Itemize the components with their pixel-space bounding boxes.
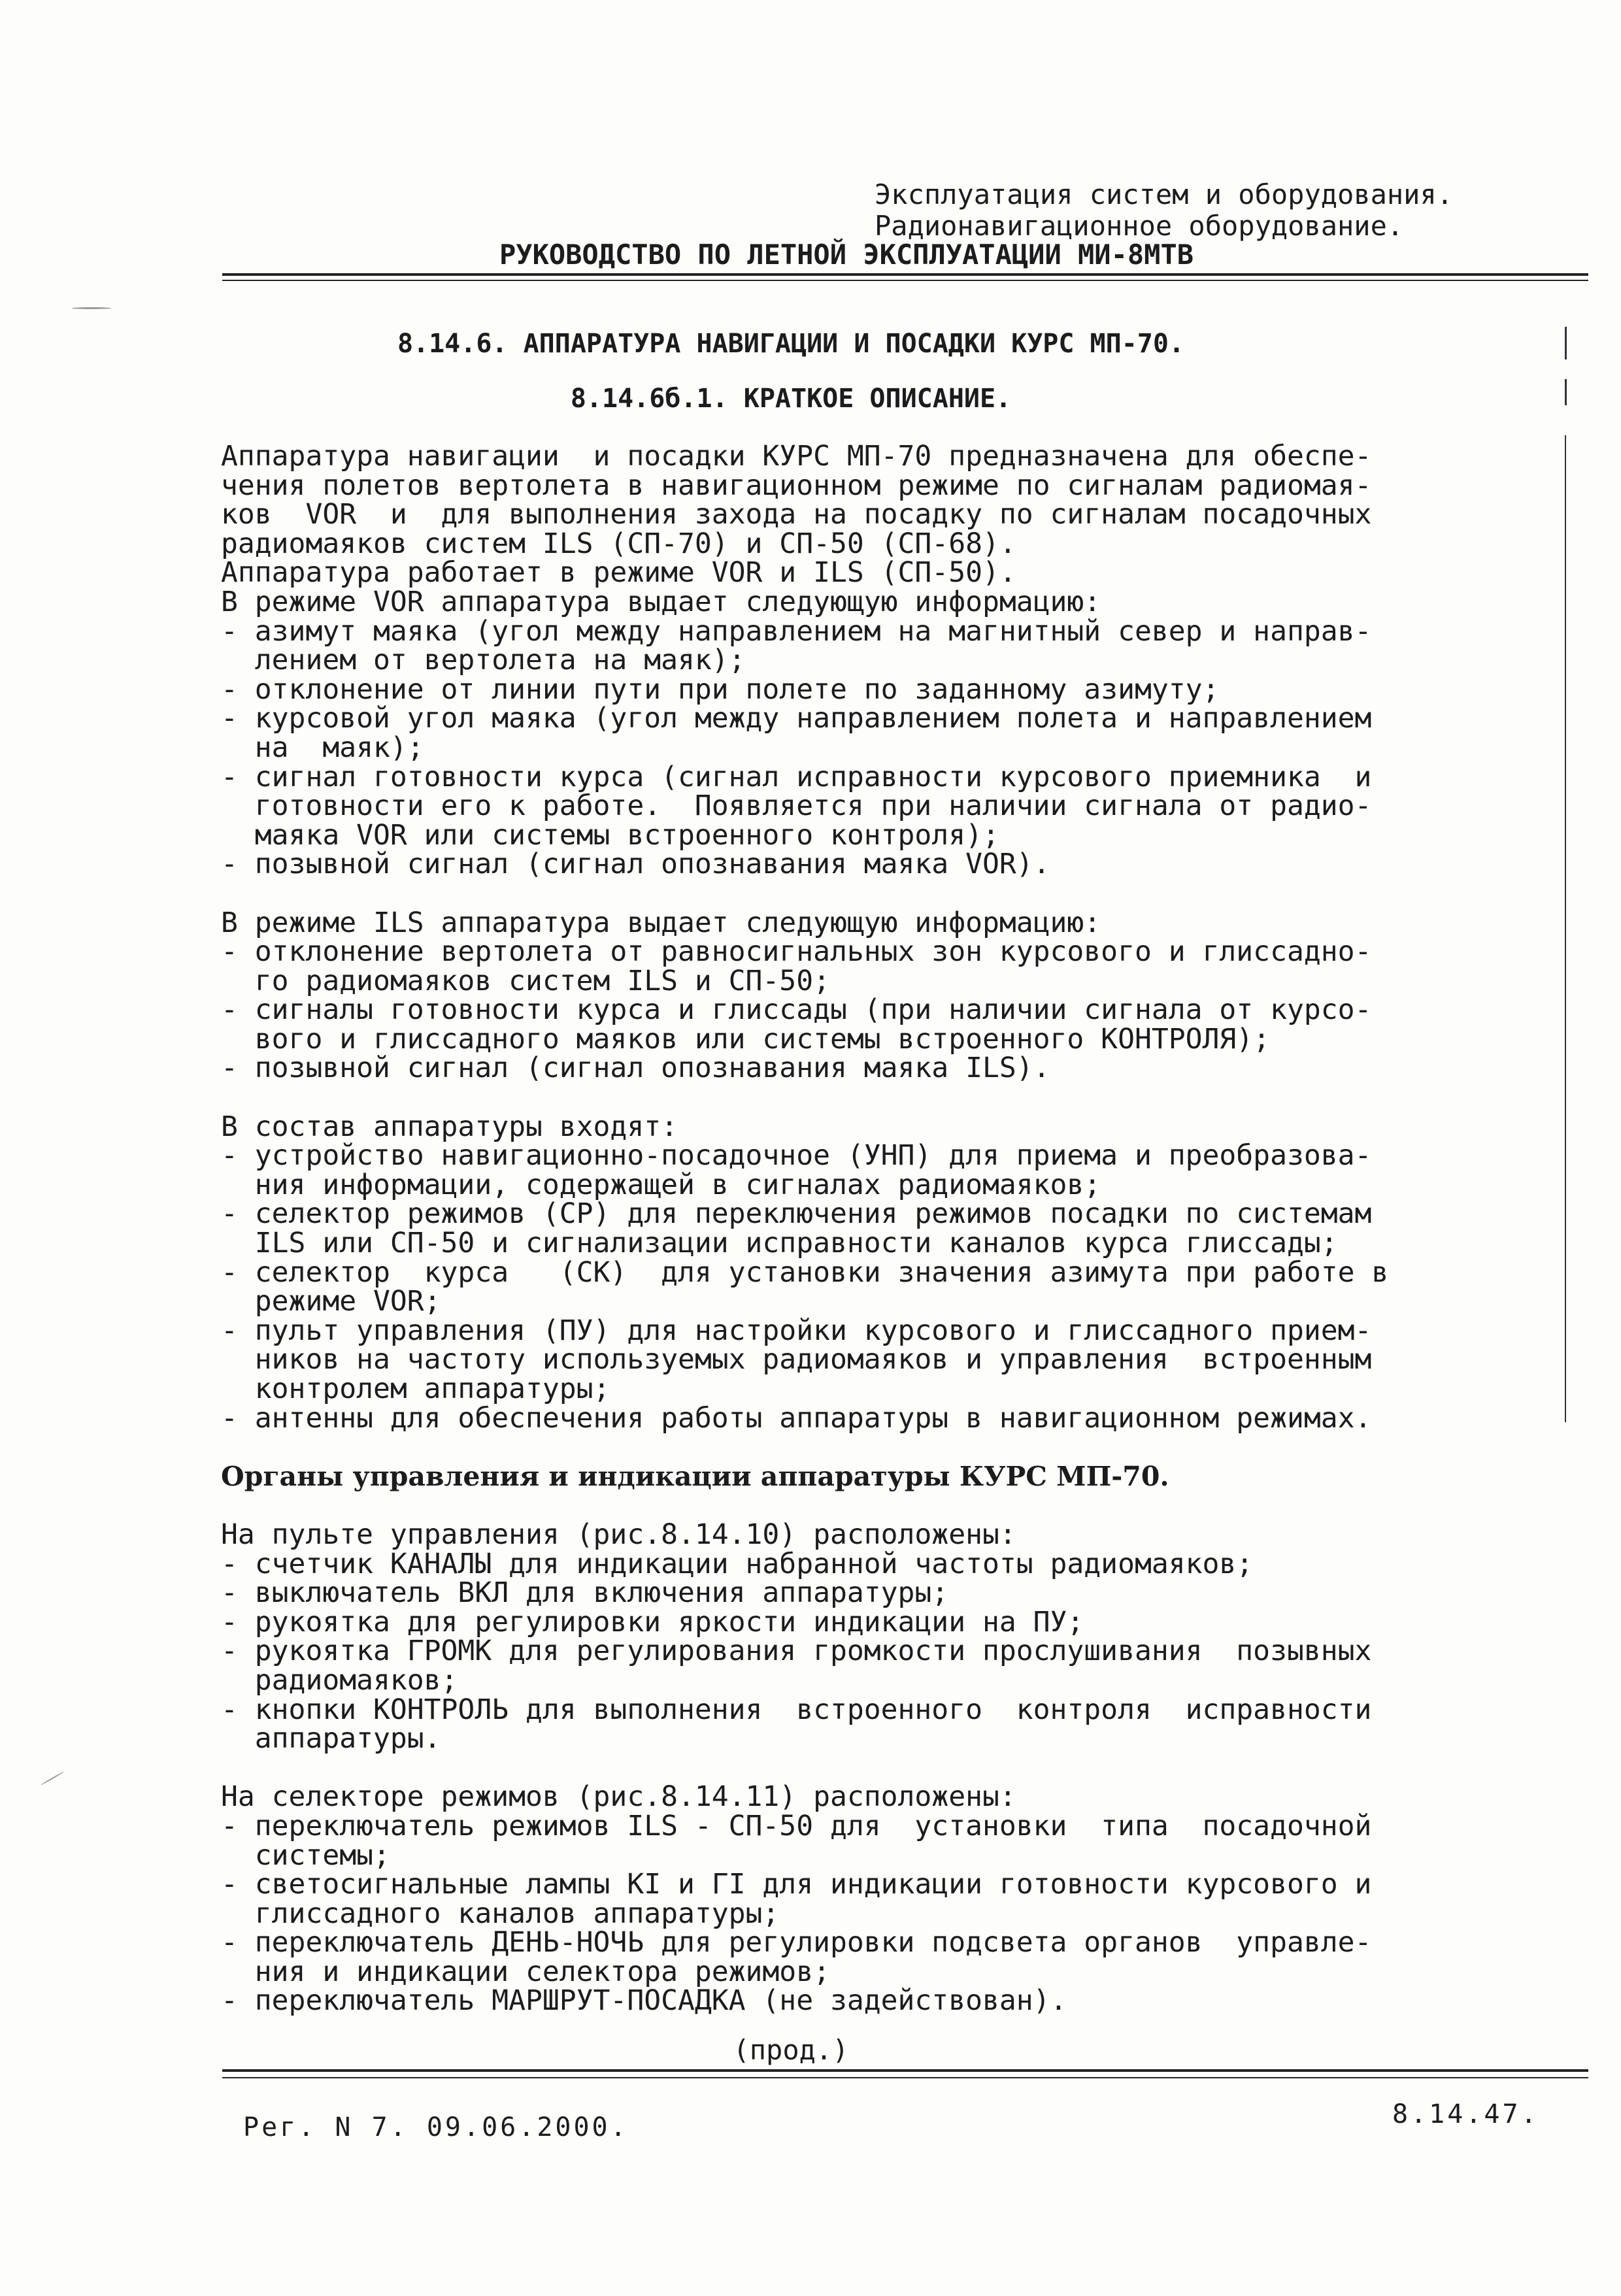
footer-rule-thin (222, 2077, 1588, 2078)
body-line: Аппаратура работает в режиме VOR и ILS (СП-50). (221, 556, 1016, 590)
body-line: ников на частоту используемых радиомаяков и управления встроенным (221, 1343, 1372, 1376)
body-line: В режиме ILS аппаратура выдает следующую информацию: (221, 906, 1101, 939)
revision-bar (1565, 379, 1567, 405)
body-line: ния информации, содержащей в сигналах радиомаяков; (221, 1168, 1101, 1201)
body-line: - позывной сигнал (сигнал опознавания маяка VOR). (221, 848, 1050, 881)
body-line: - кнопки КОНТРОЛЬ для выполнения встроенного контроля исправности (221, 1693, 1372, 1726)
body-line: - отклонение вертолета от равносигнальных зон курсового и глиссадно- (221, 935, 1372, 969)
body-line (221, 1491, 1567, 1520)
body-line: На пульте управления (рис.8.14.10) расположены: (221, 1518, 1016, 1551)
body-line: ков VOR и для выполнения захода на посадку по сигналам посадочных (221, 498, 1372, 531)
body-line: На селекторе режимов (рис.8.14.11) расположены: (221, 1780, 1016, 1814)
header-rule-thin (222, 280, 1588, 281)
body-line: Органы управления и индикации аппаратуры КУРС МП-70. (221, 1460, 1169, 1492)
body-line: го радиомаяков систем ILS и СП-50; (221, 964, 830, 997)
revision-bar (1565, 327, 1567, 359)
body-line: - сигналы готовности курса и глиссады (при наличии сигнала от курсо- (221, 993, 1372, 1027)
body-line: на маяк); (221, 731, 424, 764)
continuation-mark: (прод.) (733, 2034, 849, 2066)
body-line: - отклонение от линии пути при полете по заданному азимуту; (221, 673, 1220, 706)
body-line: контролем аппаратуры; (221, 1373, 610, 1405)
body-text (221, 442, 1567, 2016)
body-line: - переключатель режимов ILS - СП-50 для установки типа посадочной (221, 1809, 1372, 1842)
body-line: - антенны для обеспечения работы аппаратуры в навигационном режимах. (221, 1401, 1372, 1435)
header-rule-thick (222, 273, 1588, 276)
body-line: - селектор режимов (СР) для переключения режимов посадки по системам (221, 1197, 1372, 1231)
body-line: - позывной сигнал (сигнал опознавания маяка ILS). (221, 1052, 1050, 1085)
body-line: - выключатель ВКЛ для включения аппаратуры; (221, 1576, 949, 1610)
body-line: маяка VOR или системы встроенного контроля); (221, 818, 999, 852)
body-line: готовности его к работе. Появляется при наличии сигнала от радио- (221, 790, 1372, 823)
body-line: - переключатель МАРШРУТ-ПОСАДКА (не задействован). (221, 1984, 1067, 2018)
scan-mark (41, 1771, 64, 1786)
body-line: - переключатель ДЕНЬ-НОЧЬ для регулировки подсвета органов управле- (221, 1926, 1372, 1959)
body-line (221, 879, 1567, 908)
body-line: аппаратуры. (221, 1722, 441, 1755)
body-line: - рукоятка для регулировки яркости индикации на ПУ; (221, 1605, 1084, 1639)
body-line: - азимут маяка (угол между направлением на магнитный север и направ- (221, 614, 1372, 648)
body-line: - пульт управления (ПУ) для настройки курсового и глиссадного прием- (221, 1314, 1372, 1347)
body-line: - селектор курса (СК) для установки значения азимута при работе в (221, 1256, 1389, 1289)
body-line: системы; (221, 1838, 390, 1872)
body-line: В состав аппаратуры входят: (221, 1110, 678, 1143)
body-line: лением от вертолета на маяк); (221, 644, 746, 677)
body-line: ния и индикации селектора режимов; (221, 1955, 830, 1988)
manual-title: РУКОВОДСТВО ПО ЛЕТНОЙ ЭКСПЛУАТАЦИИ МИ-8МТВ (499, 239, 1194, 271)
registration-info: Рег. N 7. 09.06.2000. (243, 2112, 629, 2142)
footer-rule-thick (222, 2069, 1588, 2072)
body-line: режиме VOR; (221, 1285, 441, 1318)
body-line: - сигнал готовности курса (сигнал исправности курсового приемника и (221, 760, 1372, 793)
body-line: - устройство навигационно-посадочное (УНП) для приема и преобразова- (221, 1139, 1372, 1173)
body-line: радиомаяков систем ILS (СП-70) и СП-50 (СП-68). (221, 527, 1016, 560)
body-line: - курсовой угол маяка (угол между направлением полета и направлением (221, 702, 1372, 735)
body-line: глиссадного каналов аппаратуры; (221, 1897, 780, 1930)
page-number: 8.14.47. (1392, 2099, 1539, 2129)
body-line: В режиме VOR аппаратура выдает следующую информацию: (221, 585, 1101, 618)
header-line-2: Радионавигационное оборудование. (875, 210, 1404, 242)
body-line: - светосигнальные лампы КI и ГI для индикации готовности курсового и (221, 1868, 1372, 1901)
section-subtitle: 8.14.6б.1. КРАТКОЕ ОПИСАНИЕ. (570, 384, 1012, 414)
body-line: вого и глиссадного маяков или системы встроенного КОНТРОЛЯ); (221, 1022, 1271, 1056)
section-title: 8.14.6. АППАРАТУРА НАВИГАЦИИ И ПОСАДКИ КУРС МП-70. (397, 329, 1185, 359)
body-line: - счетчик КАНАЛЫ для индикации набранной частоты радиомаяков; (221, 1547, 1254, 1580)
body-line (221, 1754, 1567, 1783)
body-line: Аппаратура навигации и посадки КУРС МП-70 предназначена для обеспе- (221, 440, 1372, 473)
body-line: - рукоятка ГРОМК для регулирования громкости прослушивания позывных (221, 1635, 1372, 1668)
body-line (221, 1083, 1567, 1112)
body-line: радиомаяков; (221, 1663, 458, 1697)
body-line: чения полетов вертолета в навигационном режиме по сигналам радиомая- (221, 469, 1372, 502)
scan-mark (72, 307, 111, 309)
body-line: ILS или СП-50 и сигнализации исправности каналов курса глиссады; (221, 1227, 1338, 1260)
header-line-1: Эксплуатация систем и оборудования. (875, 178, 1454, 210)
body-line (221, 1433, 1567, 1462)
